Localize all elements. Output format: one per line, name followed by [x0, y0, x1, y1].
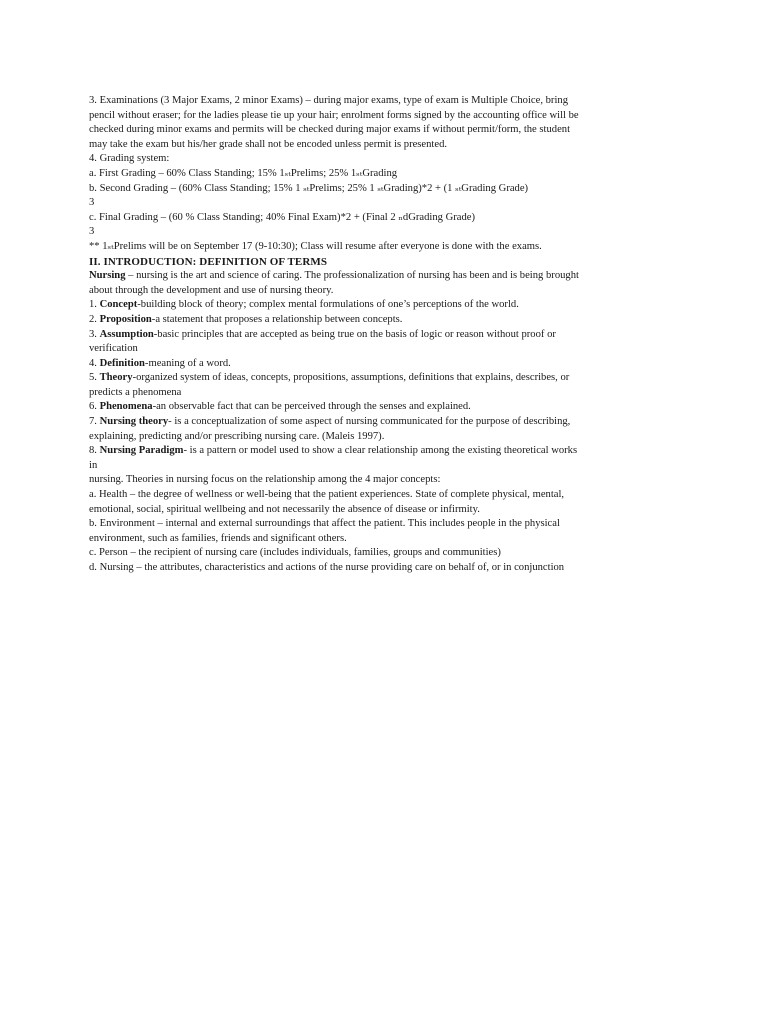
- concept-line: d. Nursing – the attributes, characteristics and actions of the nurse providing care on behalf of, or in conjunction: [89, 562, 565, 573]
- term-number: 1.: [89, 299, 100, 311]
- term-number: 2.: [89, 313, 100, 325]
- term-number: 4.: [89, 357, 100, 369]
- term-item-cont: in: [89, 459, 98, 471]
- definition-text: - is a pattern or model used to show a clear relationship among the existing theoretical works: [183, 445, 578, 457]
- grading-first: a. First Grading – 60% Class Standing; 15% 1ₛₜPrelims; 25% 1ₛₜGrading: [89, 167, 398, 179]
- term-label: Nursing Paradigm: [99, 445, 184, 457]
- exam-line: checked during minor exams and permits will be checked during major exams if without permit/form, the student: [89, 124, 571, 136]
- prelims-note: ** 1ₛₜPrelims will be on September 17 (9-10:30); Class will resume after everyone is done with the exams.: [89, 240, 542, 252]
- section-heading: II. INTRODUCTION: DEFINITION OF TERMS: [89, 255, 328, 268]
- term-item: [89, 313, 689, 328]
- term-number: 6.: [89, 401, 100, 413]
- nursing-definition: [89, 269, 689, 284]
- definition-text: -organized system of ideas, concepts, propositions, assumptions, definitions that explains, describes, or: [132, 372, 570, 384]
- exam-line: may take the exam but his/her grade shall not be encoded unless permit is presented.: [89, 138, 448, 150]
- term-item: [89, 400, 689, 415]
- definition-text: -building block of theory; complex mental formulations of one’s perceptions of the world.: [137, 299, 519, 311]
- term-label: Definition: [99, 357, 145, 369]
- paradigm-line: nursing. Theories in nursing focus on the relationship among the 4 major concepts:: [89, 474, 441, 486]
- term-label: Concept: [99, 299, 138, 311]
- term-item: [89, 328, 689, 343]
- definition-text: -an observable fact that can be perceived through the senses and explained.: [152, 401, 471, 413]
- term-item: [89, 371, 689, 386]
- concept-line: b. Environment – internal and external surroundings that affect the patient. This includes people in the physical: [89, 518, 560, 530]
- term-number: 5.: [89, 372, 100, 384]
- term-label: Phenomena: [99, 401, 153, 413]
- nursing-definition-cont: about through the development and use of nursing theory.: [89, 284, 334, 296]
- definition-text: -meaning of a word.: [144, 357, 231, 369]
- term-label: Nursing theory: [99, 416, 169, 428]
- definition-text: -basic principles that are accepted as being true on the basis of logic or reason without proof or: [153, 328, 556, 340]
- term-number: 3.: [89, 328, 100, 340]
- grading-final: c. Final Grading – (60 % Class Standing; 40% Final Exam)*2 + (Final 2 ₙdGrading Grade): [89, 211, 475, 223]
- term-label: Theory: [99, 372, 133, 384]
- grading-divisor: 3: [89, 197, 95, 209]
- document-body: [89, 94, 689, 576]
- grading-second: b. Second Grading – (60% Class Standing; 15% 1 ₛₜPrelims; 25% 1 ₛₜGrading)*2 + (1 ₛₜGrading Grade): [89, 182, 529, 194]
- concept-line: c. Person – the recipient of nursing care (includes individuals, families, groups and communities): [89, 547, 501, 559]
- definition-text: – nursing is the art and science of caring. The professionalization of nursing has been and is being brought: [125, 270, 579, 282]
- term-item: [89, 415, 689, 430]
- definition-text: - is a conceptualization of some aspect of nursing communicated for the purpose of describing,: [168, 416, 571, 428]
- term-item-cont: explaining, predicting and/or prescribing nursing care. (Maleis 1997).: [89, 430, 385, 442]
- definition-text: -a statement that proposes a relationship between concepts.: [151, 313, 403, 325]
- concept-line: emotional, social, spiritual wellbeing and not necessarily the absence of disease or infirmity.: [89, 503, 480, 515]
- term-label: Proposition: [99, 313, 152, 325]
- term-label: Assumption: [99, 328, 154, 340]
- term-item: [89, 444, 689, 459]
- term-item-cont: predicts a phenomena: [89, 386, 182, 398]
- grading-divisor: 3: [89, 226, 95, 238]
- exam-line: 3. Examinations (3 Major Exams, 2 minor Exams) – during major exams, type of exam is Multiple Choice, bring: [89, 95, 568, 106]
- term-item: [89, 357, 689, 372]
- concept-line: a. Health – the degree of wellness or well-being that the patient experiences. State of complete physical, mental,: [89, 489, 565, 501]
- term-number: 7.: [89, 416, 100, 428]
- term-nursing: Nursing: [89, 270, 126, 282]
- term-number: 8.: [89, 445, 100, 457]
- term-item-cont: verification: [89, 343, 138, 355]
- term-item: [89, 298, 689, 313]
- exam-line: pencil without eraser; for the ladies please tie up your hair; enrolment forms signed by the accounting office will be: [89, 109, 579, 121]
- concept-line: environment, such as families, friends and significant others.: [89, 532, 347, 544]
- grading-title: 4. Grading system:: [89, 153, 170, 165]
